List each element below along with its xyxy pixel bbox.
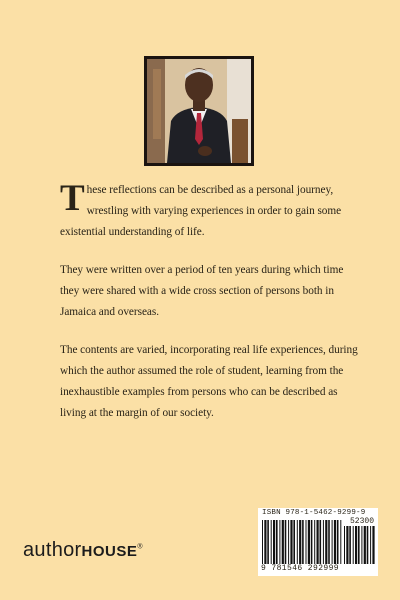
price-code: 52300 [349, 517, 374, 526]
registered-mark: ® [137, 543, 143, 551]
author-photo [144, 56, 254, 166]
blurb-paragraph-2: They were written over a period of ten years during which time they were shared with a wide cross section of persons both in Jamaica and overseas. [60, 264, 344, 318]
blurb-paragraph-3: The contents are varied, incorporating real life experiences, during which the author assumed the role of student, learning from the inexhaustible examples from persons who can be described as living at the margin of our society. [60, 344, 358, 419]
drop-cap-letter: T [60, 178, 85, 219]
publisher-logo [23, 539, 143, 562]
ean-digits: 9 781546 292999 [261, 564, 340, 573]
logo-suffix: HOUSE [81, 543, 138, 560]
ean-barcode-bars [262, 520, 342, 564]
blurb-paragraph-1 [60, 180, 360, 243]
logo-prefix: author [23, 539, 82, 561]
price-barcode-bars [344, 526, 376, 564]
author-portrait-image [147, 59, 251, 163]
back-cover-blurb [60, 180, 360, 441]
isbn-barcode [258, 508, 378, 576]
isbn-number: ISBN 978-1-5462-9299-9 [262, 509, 366, 517]
blurb-paragraph-1-text: hese reflections can be described as a personal journey, wrestling with varying experiences in order to gain some existential understanding of life. [60, 184, 342, 238]
